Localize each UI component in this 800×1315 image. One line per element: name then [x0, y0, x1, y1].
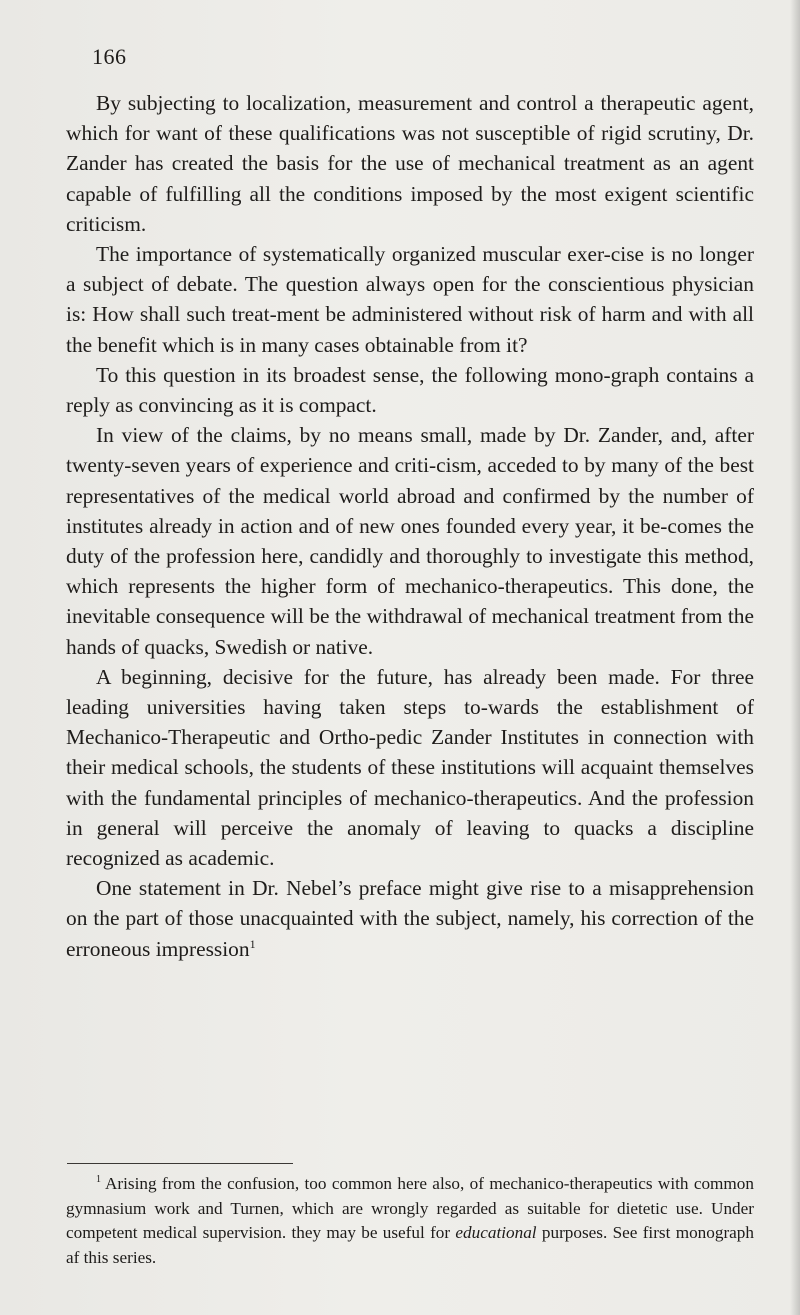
- paragraph: A beginning, decisive for the future, has already been made. For three leading universities having taken steps to-wards the establishment of Mechanico-Therapeutic and Ortho-pedic Zander Institutes in connection with their medical schools, the students of these institutions will acquaint themselves with the fundamental principles of mechanico-therapeutics. And the profession in general will perceive the anomaly of leaving to quacks a discipline recognized as academic.: [66, 664, 754, 871]
- paragraph: The importance of systematically organized muscular exer-cise is no longer a subject of debate. The question always open for the conscientious physician is: How shall such treat-ment be administered without risk of harm and with all the benefit which is in many cases obtainable from it?: [66, 242, 754, 357]
- footnote-emphasis: educational: [455, 1223, 537, 1242]
- page-number: 166: [92, 44, 127, 69]
- footnote-text: [66, 1172, 754, 1270]
- footnote: [66, 1172, 754, 1270]
- paragraph: By subjecting to localization, measurement and control a therapeutic agent, which for want of these qualifications was not susceptible of rigid scrutiny, Dr. Zander has created the basis for the use of mechanical treatment as an agent capable of fulfilling all the conditions imposed by the most exigent scientific criticism.: [66, 91, 754, 236]
- paragraph: To this question in its broadest sense, the following mono-graph contains a reply as convincing as it is compact.: [66, 362, 754, 418]
- footnote-divider: [67, 1163, 293, 1164]
- footnote-text-end: purposes. See first monograph af this series.: [66, 1223, 754, 1267]
- paragraph: In view of the claims, by no means small, made by Dr. Zander, and, after twenty-seven years of experience and criti-cism, acceded to by many of the best representatives of the medical world abroad and confirmed by the number of institutes already in action and of new ones founded every year, it be-comes the duty of the profession here, candidly and thoroughly to investigate this method, which represents the higher form of mechanico-therapeutics. This done, the inevitable consequence will be the withdrawal of mechanical treatment from the hands of quacks, Swedish or native.: [66, 423, 754, 659]
- footnote-reference: 1: [249, 936, 256, 951]
- paragraph-with-footnote: [66, 873, 754, 964]
- footnote-mark: 1: [96, 1174, 101, 1185]
- body-text: [66, 88, 754, 964]
- paragraph-text: One statement in Dr. Nebel’s preface might give rise to a misapprehension on the part of those unacquainted with the subject, namely, his correction of the erroneous impression: [66, 876, 754, 961]
- footnote-text-start: Arising from the confusion, too common here also, of mechanico-therapeutics with common gymnasium work and Turnen, which are wrongly regarded as suitable for dietetic use. Under competent medical supervision. they may be useful for: [66, 1174, 754, 1242]
- page-edge-shadow: [790, 0, 800, 1315]
